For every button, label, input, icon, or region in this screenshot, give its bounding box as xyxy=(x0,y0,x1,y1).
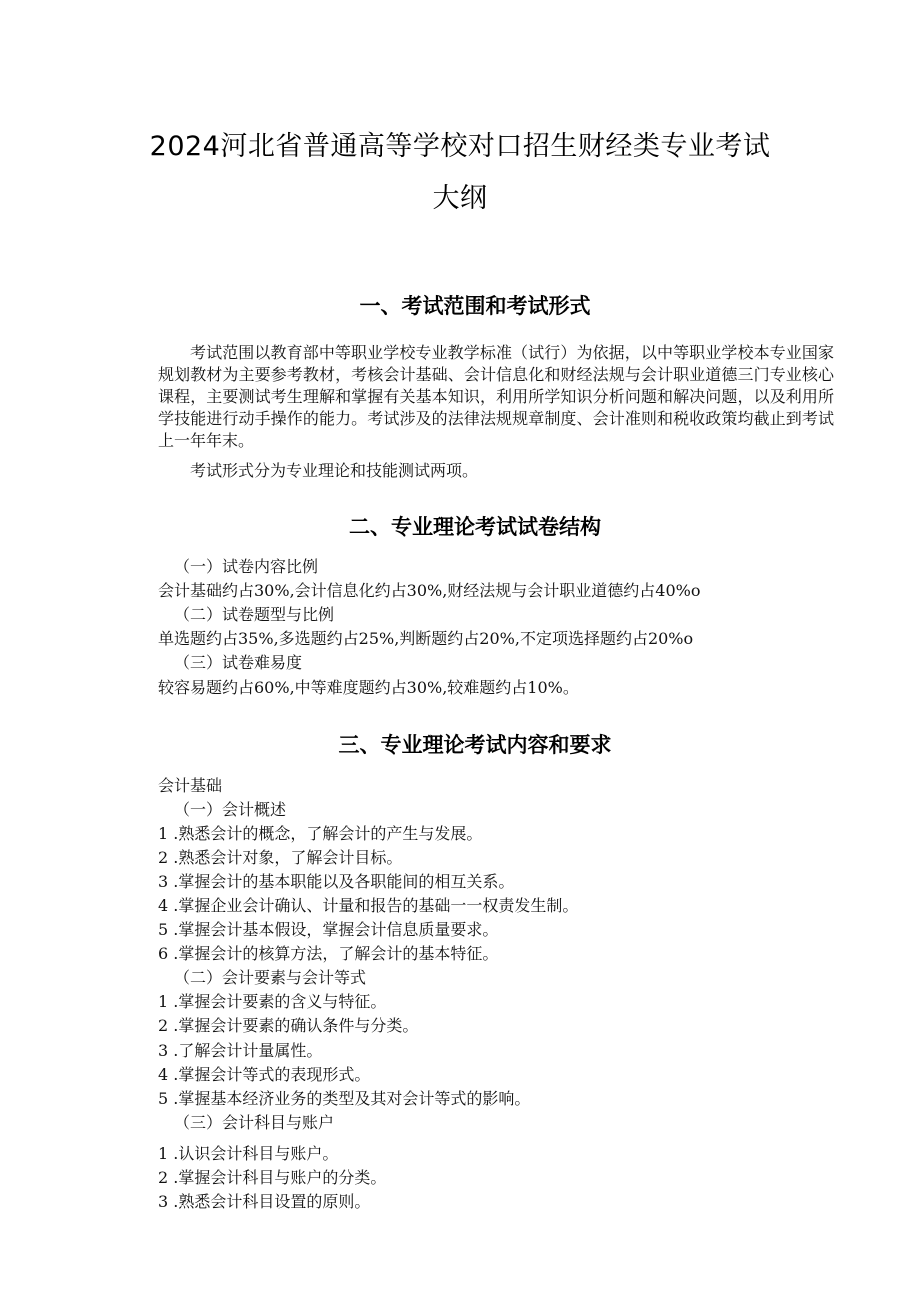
list-item: 5 .掌握基本经济业务的类型及其对会计等式的影响。 xyxy=(158,1089,531,1108)
topic-heading-2: （二）会计要素与会计等式 xyxy=(174,968,367,987)
list-item: 4 .掌握企业会计确认、计量和报告的基础一一权责发生制。 xyxy=(158,896,579,915)
topic-heading-3: （三）会计科目与账户 xyxy=(174,1113,335,1132)
list-item: 6 .掌握会计的核算方法，了解会计的基本特征。 xyxy=(158,944,499,963)
topic-heading-1: （一）会计概述 xyxy=(174,800,287,819)
section-2-heading: 二、专业理论考试试卷结构 xyxy=(349,515,601,539)
list-item: 1 .掌握会计要素的含义与特征。 xyxy=(158,992,387,1011)
section-2-subheading-2: （二）试卷题型与比例 xyxy=(174,605,335,624)
list-item: 3 .熟悉会计科目设置的原则。 xyxy=(158,1192,371,1211)
course-title: 会计基础 xyxy=(158,776,223,795)
document-title-line-2: 大纲 xyxy=(432,183,488,214)
section-1-heading: 一、考试范围和考试形式 xyxy=(359,294,591,318)
section-2-line-2: 单选题约占35%,多选题约占25%,判断题约占20%,不定项选择题约占20%o xyxy=(158,629,694,648)
list-item: 5 .掌握会计基本假设，掌握会计信息质量要求。 xyxy=(158,920,499,939)
list-item: 1 .认识会计科目与账户。 xyxy=(158,1144,339,1163)
list-item: 4 .掌握会计等式的表现形式。 xyxy=(158,1065,371,1084)
document-title-line-1: 2024河北省普通高等学校对口招生财经类专业考试 xyxy=(149,131,771,162)
section-3-heading: 三、专业理论考试内容和要求 xyxy=(338,733,612,757)
list-item: 2 .掌握会计科目与账户的分类。 xyxy=(158,1168,387,1187)
section-2-line-3: 较容易题约占60%,中等难度题约占30%,较难题约占10%。 xyxy=(158,678,579,697)
list-item: 2 .熟悉会计对象，了解会计目标。 xyxy=(158,848,403,867)
list-item: 3 .了解会计计量属性。 xyxy=(158,1041,323,1060)
list-item: 1 .熟悉会计的概念，了解会计的产生与发展。 xyxy=(158,824,483,843)
section-1-paragraph-2: 考试形式分为专业理论和技能测试两项。 xyxy=(190,461,479,480)
list-item: 3 .掌握会计的基本职能以及各职能间的相互关系。 xyxy=(158,872,515,891)
section-2-line-1: 会计基础约占30%,会计信息化约占30%,财经法规与会计职业道德约占40%o xyxy=(158,581,701,600)
section-2-subheading-3: （三）试卷难易度 xyxy=(174,653,303,672)
list-item: 2 .掌握会计要素的确认条件与分类。 xyxy=(158,1016,419,1035)
section-1-paragraph-1: 考试范围以教育部中等职业学校专业教学标准（试行）为依据，以中等职业学校本专业国家规划教材为主要参考教材，考核会计基础、会计信息化和财经法规与会计职业道德三门专业核心课程，主要测试考生理解和掌握有关基本知识，利用所学知识分析问题和解决问题，以及利用所学技能进行动手操作的能力。考试涉及的法律法规规章制度、会计准则和税收政策均截止到考试上一年年末。 xyxy=(158,343,834,450)
section-2-subheading-1: （一）试卷内容比例 xyxy=(174,557,319,576)
